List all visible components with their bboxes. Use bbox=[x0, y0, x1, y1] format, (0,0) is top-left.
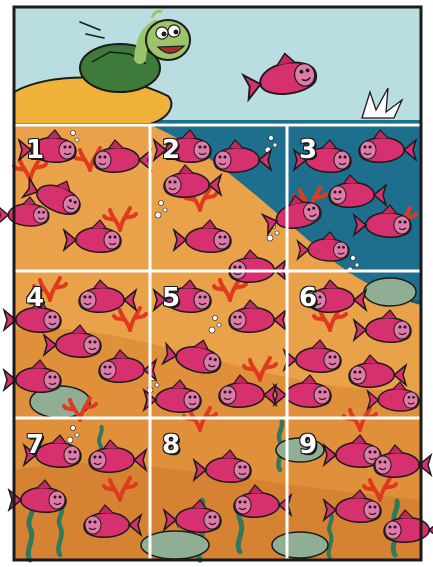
cell-number: 6 bbox=[299, 283, 318, 313]
grid-cell-3[interactable] bbox=[287, 125, 421, 271]
grid-cell-7[interactable] bbox=[14, 418, 150, 560]
grid-cell-4[interactable] bbox=[14, 271, 150, 418]
cell-number: 2 bbox=[162, 135, 181, 165]
cell-number: 7 bbox=[26, 430, 45, 460]
grid-cell-2[interactable] bbox=[150, 125, 287, 271]
grid-cell-8[interactable] bbox=[150, 418, 287, 560]
grid-cell-9[interactable] bbox=[287, 418, 421, 560]
cell-number: 9 bbox=[299, 430, 318, 460]
cell-number: 4 bbox=[26, 283, 45, 313]
grid-cell-5[interactable] bbox=[150, 271, 287, 418]
cell-number: 5 bbox=[162, 283, 181, 313]
cell-number: 1 bbox=[26, 135, 45, 165]
cell-number: 8 bbox=[162, 430, 181, 460]
grid-cell-6[interactable] bbox=[287, 271, 421, 418]
cell-number: 3 bbox=[299, 135, 318, 165]
grid-cell-1[interactable] bbox=[14, 125, 150, 271]
